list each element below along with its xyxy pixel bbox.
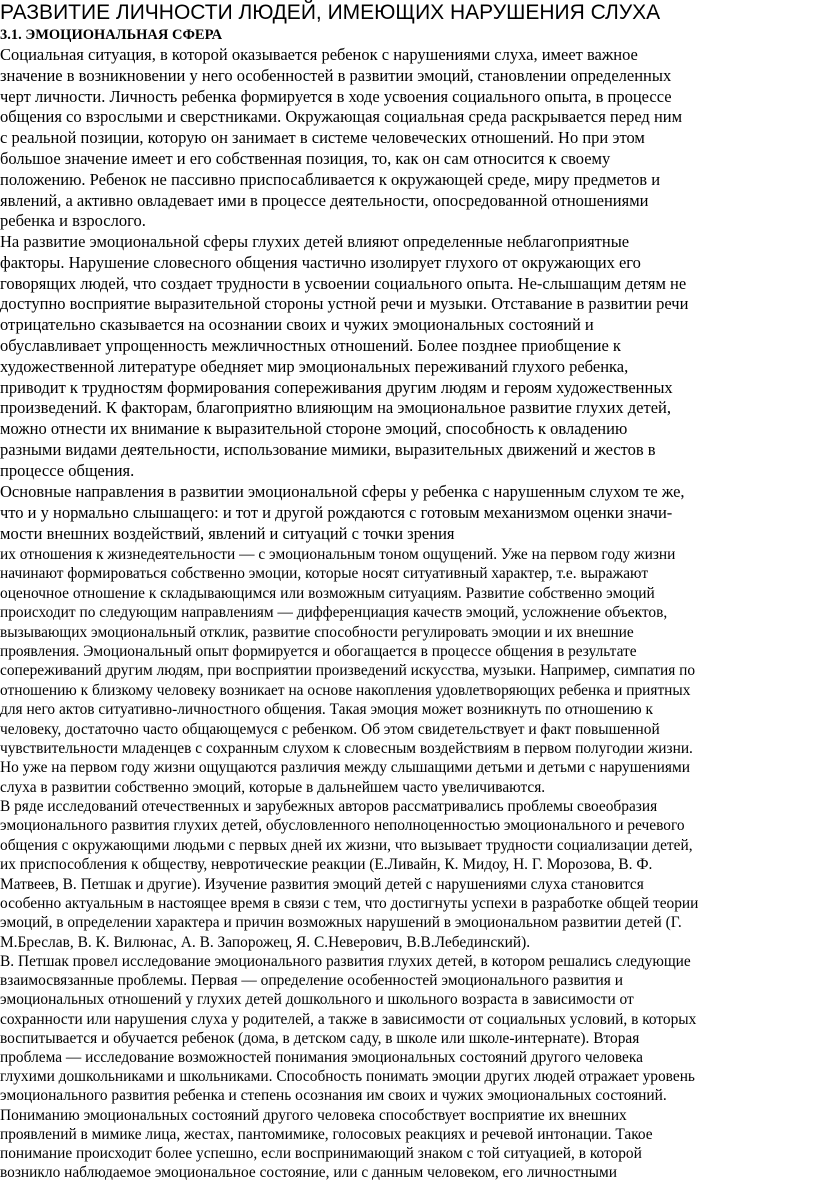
- paragraph-line: понимание происходит более успешно, если воспринимающий знаком с той ситуацией, в которой: [0, 1145, 642, 1163]
- paragraph-emotions-development: [0, 545, 816, 797]
- paragraph-line: большое значение имеет и его собственная позиция, то, как он сам относится к своему: [0, 148, 611, 168]
- paragraph-line: эмоциональных отношений у глухих детей дошкольного и школьного возраста в зависимости от: [0, 991, 634, 1009]
- paragraph-line: На развитие эмоциональной сферы глухих детей влияют определенные неблагоприятные: [0, 232, 630, 251]
- paragraph-line: глухими дошкольниками и школьниками. Способность понимать эмоции других людей отражает уровень: [0, 1068, 695, 1086]
- paragraph-line: М.Бреслав, В. К. Вилюнас, А. В. Запорожец, Я. С.Неверович, В.В.Лебединский).: [0, 933, 531, 951]
- section-heading: 3.1. ЭМОЦИОНАЛЬНАЯ СФЕРА: [0, 27, 223, 43]
- paragraph-line: взаимосвязанные проблемы. Первая — определение особенностей эмоционального развития и: [0, 972, 623, 990]
- paragraph-line: общения с окружающими людьми с первых дней их жизни, что вызывает трудности социализации детей,: [0, 836, 693, 854]
- paragraph-line: человеку, достаточно часто общающемуся с ребенком. Об этом свидетельствует и факт повышенной: [0, 720, 660, 738]
- paragraph-line: проявления. Эмоциональный опыт формируется и обогащается в процессе общения в результате: [0, 643, 637, 661]
- paragraph-line: отрицательно сказывается на осознании своих и чужих эмоциональных состояний и: [0, 315, 594, 335]
- paragraph-line: с реальной позиции, которую он занимает в системе человеческих отношений. Но при этом: [0, 128, 645, 148]
- paragraph-line: разными видами деятельности, использование мимики, выразительных движений и жестов в: [0, 439, 656, 459]
- paragraph-line: явлений, а активно овладевает ими в процессе деятельности, опосредованной отношениями: [0, 190, 649, 210]
- paragraph-line: Но уже на первом году жизни ощущаются различия между слышащими детьми и детьми с нарушениями: [0, 759, 690, 777]
- paragraph-line: сопереживаний другим людям, при восприятии произведений искусства, музыки. Например, симпатия по: [0, 662, 696, 680]
- paragraph-unfavorable-factors: [0, 232, 816, 482]
- paragraph-line: факторы. Нарушение словесного общения частично изолирует глухого от окружающих его: [0, 252, 641, 272]
- paragraph-line: обуславливает упрощенность межличностных отношений. Более позднее приобщение к: [0, 335, 621, 355]
- paragraph-line: эмоционального развития ребенка и степень осознания им своих и чужих эмоциональных состояний.: [0, 1087, 667, 1105]
- paragraph-line: происходит по следующим направлениям — дифференциация качеств эмоций, усложнение объектов,: [0, 604, 668, 622]
- paragraph-line: слуха в развитии собственно эмоций, которые в дальнейшем часто увеличиваются.: [0, 778, 546, 796]
- document-title: РАЗВИТИЕ ЛИЧНОСТИ ЛЮДЕЙ, ИМЕЮЩИХ НАРУШЕНИЯ СЛУХА: [0, 1, 661, 24]
- paragraph-line: процессе общения.: [0, 460, 135, 480]
- paragraph-line: Основные направления в развитии эмоциональной сферы у ребенка с нарушенным слухом те же,: [0, 482, 685, 501]
- paragraph-line: вызывающих эмоциональный отклик, развитие способности регулировать эмоции и их внешние: [0, 623, 634, 641]
- paragraph-line: мости внешних воздействий, явлений и ситуаций с точки зрения: [0, 523, 455, 543]
- paragraph-line: ребенка и взрослого.: [0, 211, 146, 231]
- paragraph-line: Пониманию эмоциональных состояний другого человека способствует восприятие их внешних: [0, 1106, 627, 1124]
- paragraph-main-directions: [0, 482, 816, 544]
- paragraph-line: чувствительности младенцев с сохранным слухом к словесным воздействиям в первом полугодии жизни.: [0, 740, 693, 758]
- paragraph-line: положению. Ребенок не пассивно приспосабливается к окружающей среде, миру предметов и: [0, 169, 661, 189]
- paragraph-petshak-study: [0, 952, 816, 1182]
- paragraph-line: художественной литературе обедняет мир эмоциональных переживаний глухого ребенка,: [0, 356, 629, 376]
- paragraph-research: [0, 797, 816, 952]
- paragraph-line: эмоций, в определении характера и причин возможных нарушений в эмоциональном развитии детей (Г.: [0, 914, 682, 932]
- paragraph-line: общения со взрослыми и сверстниками. Окружающая социальная среда раскрывается перед ним: [0, 107, 683, 127]
- paragraph-line: приводит к трудностям формирования сопереживания другим людям и героям художественных: [0, 377, 673, 397]
- paragraph-line: Матвеев, В. Петшак и другие). Изучение развития эмоций детей с нарушениями слуха становится: [0, 875, 644, 893]
- paragraph-line: их приспособления к обществу, невротические реакции (Е.Ливайн, К. Мидоу, Н. Г. Морозова, В. Ф.: [0, 856, 653, 874]
- paragraph-line: В. Петшак провел исследование эмоционального развития глухих детей, в котором решались следующие: [0, 953, 691, 970]
- paragraph-line: говорящих людей, что создает трудности в усвоении социального опыта. Не-слышащим детям не: [0, 273, 687, 293]
- paragraph-line: оценочное отношение к складывающимся или возможным ситуациям. Развитие собственно эмоций: [0, 584, 655, 602]
- paragraph-line: сохранности или нарушения слуха у родителей, а также в зависимости от социальных условий, в которых: [0, 1010, 697, 1028]
- paragraph-line: значение в возникновении у него особенностей в развитии эмоций, становлении определенных: [0, 65, 672, 85]
- paragraph-line: возникло наблюдаемое эмоциональное состояние, или с данным человеком, его личностными: [0, 1164, 617, 1182]
- paragraph-line: Социальная ситуация, в которой оказывается ребенок с нарушениями слуха, имеет важное: [0, 45, 638, 64]
- paragraph-line: воспитывается и обучается ребенок (дома, в детском саду, в школе или школе-интернате). Вторая: [0, 1029, 640, 1047]
- paragraph-line: эмоционального развития глухих детей, обусловленного неполноценностью эмоционального и речевого: [0, 817, 685, 835]
- paragraph-line: проявлений в мимике лица, жестах, пантомимике, голосовых реакциях и речевой интонации. Такое: [0, 1125, 653, 1143]
- paragraph-line: можно отнести их внимание к выразительной стороне эмоций, способность к овладению: [0, 419, 628, 439]
- paragraph-line: их отношения к жизнедеятельности — с эмоциональным тоном ощущений. Уже на первом году жизни: [0, 546, 676, 563]
- paragraph-line: для него актов ситуативно-личностного общения. Такая эмоция может возникнуть по отношению к: [0, 701, 653, 719]
- paragraph-line: В ряде исследований отечественных и зарубежных авторов рассматривались проблемы своеобразия: [0, 798, 658, 815]
- paragraph-line: черт личности. Личность ребенка формируется в ходе усвоения социального опыта, в процессе: [0, 86, 672, 106]
- paragraph-line: произведений. К факторам, благоприятно влияющим на эмоциональное развитие глухих детей,: [0, 398, 671, 418]
- paragraph-line: особенно актуальным в настоящее время в связи с тем, что достигнуты успехи в разработке общей теории: [0, 895, 699, 913]
- paragraph-line: начинают формироваться собственно эмоции, которые носят ситуативный характер, т.е. выражают: [0, 565, 649, 583]
- paragraph-line: доступно восприятие выразительной стороны устной речи и музыки. Отставание в развитии речи: [0, 294, 689, 314]
- paragraph-line: проблема — исследование возможностей понимания эмоциональных состояний другого человека: [0, 1049, 643, 1067]
- paragraph-social-situation: [0, 45, 816, 232]
- paragraph-line: что и у нормально слышащего: и тот и другой рождаются с готовым механизмом оценки значи-: [0, 502, 673, 522]
- paragraph-line: отношению к близкому человеку возникает на основе накопления удовлетворяющих ребенка и приятных: [0, 681, 691, 699]
